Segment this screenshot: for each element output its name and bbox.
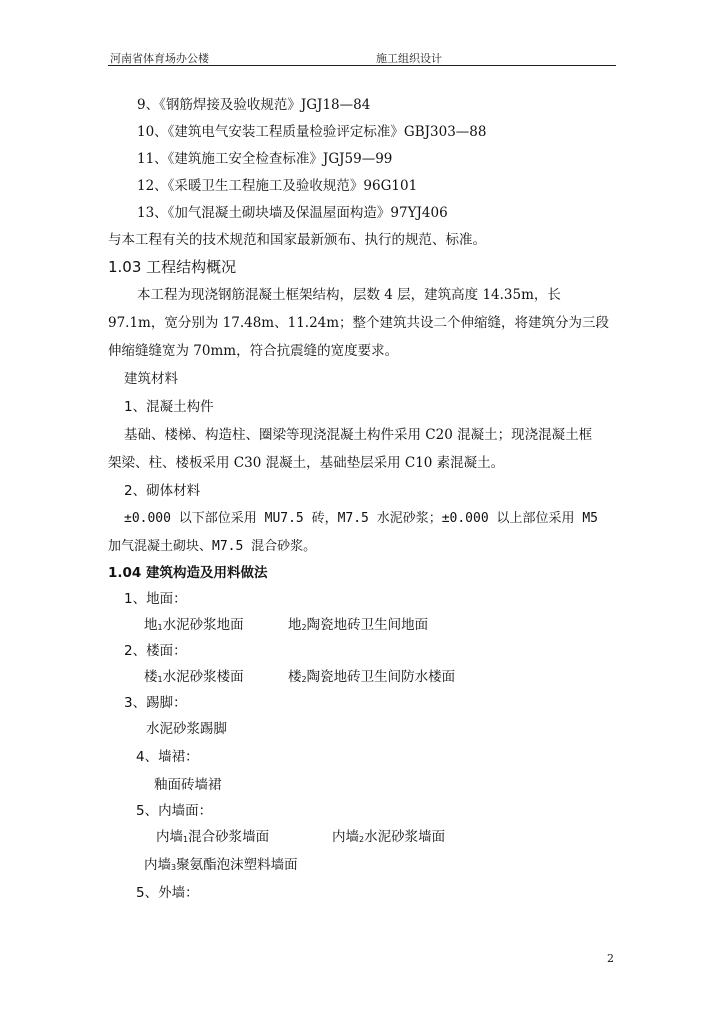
floor-type-2: 楼$_2$陶瓷地砖卫生间防水楼面: [288, 669, 456, 685]
header-doc-title: 施工组织设计: [376, 52, 442, 65]
structure-paragraph-line: 伸缩缝缝宽为 70mm，符合抗震缝的宽度要求。: [108, 343, 399, 359]
standard-item: 9、《钢筋焊接及验收规范》JGJ18—84: [137, 97, 371, 113]
masonry-label: 2、砌体材料: [124, 483, 201, 499]
standards-note: 与本工程有关的技术规范和国家最新颁布、执行的规范、标准。: [108, 232, 486, 248]
interior-wall-type-2: 内墙$_2$水泥砂浆墙面: [332, 829, 446, 845]
structure-paragraph-line: 97.1m，宽分别为 17.48m、11.24m；整个建筑共设二个伸缩缝，将建筑分为三段: [108, 315, 610, 331]
exterior-wall-label: 5、外墙：: [136, 885, 199, 901]
ground-type-1: 地$_1$水泥砂浆地面: [144, 617, 244, 633]
concrete-line: 基础、楼梯、构造柱、圈梁等现浇混凝土构件采用 C20 混凝土；现浇混凝土框: [124, 427, 593, 443]
standard-item: 13、《加气混凝土砌块墙及保温屋面构造》97YJ406: [137, 205, 448, 221]
standard-item: 12、《采暖卫生工程施工及验收规范》96G101: [137, 178, 418, 194]
section-title-1-04: 1.04 建筑构造及用料做法: [108, 565, 268, 581]
interior-wall-type-3: 内墙$_3$聚氨酯泡沫塑料墙面: [144, 857, 298, 873]
section-title-1-03: 1.03 工程结构概况: [108, 258, 237, 276]
skirting-label: 3、踢脚：: [124, 695, 187, 711]
dado-label: 4、墙裙：: [136, 749, 199, 765]
floor-type-1: 楼$_1$水泥砂浆楼面: [144, 669, 244, 685]
header-project-name: 河南省体育场办公楼: [110, 52, 209, 65]
interior-wall-label: 5、内墙面：: [136, 803, 213, 819]
concrete-line: 架梁、柱、楼板采用 C30 混凝土，基础垫层采用 C10 素混凝土。: [108, 455, 505, 471]
header-rule: [108, 65, 616, 66]
standard-item: 11、《建筑施工安全检查标准》JGJ59—99: [137, 151, 393, 167]
structure-paragraph-line: 本工程为现浇钢筋混凝土框架结构，层数 4 层，建筑高度 14.35m，长: [137, 287, 561, 303]
masonry-line: 加气混凝土砌块、M7.5 混合砂浆。: [108, 539, 317, 554]
materials-title: 建筑材料: [124, 371, 178, 387]
skirting-value: 水泥砂浆踢脚: [146, 721, 227, 737]
standard-item: 10、《建筑电气安装工程质量检验评定标准》GBJ303—88: [137, 124, 487, 140]
page-number: 2: [607, 952, 614, 965]
ground-label: 1、地面：: [124, 591, 187, 607]
interior-wall-type-1: 内墙$_1$混合砂浆墙面: [156, 829, 270, 845]
ground-type-2: 地$_2$陶瓷地砖卫生间地面: [288, 617, 429, 633]
concrete-label: 1、混凝土构件: [124, 399, 214, 415]
masonry-line: ±0.000 以下部位采用 MU7.5 砖，M7.5 水泥砂浆；±0.000 以上部位采用 M5: [124, 511, 598, 526]
floor-label: 2、楼面：: [124, 643, 187, 659]
dado-value: 釉面砖墙裙: [154, 777, 222, 793]
